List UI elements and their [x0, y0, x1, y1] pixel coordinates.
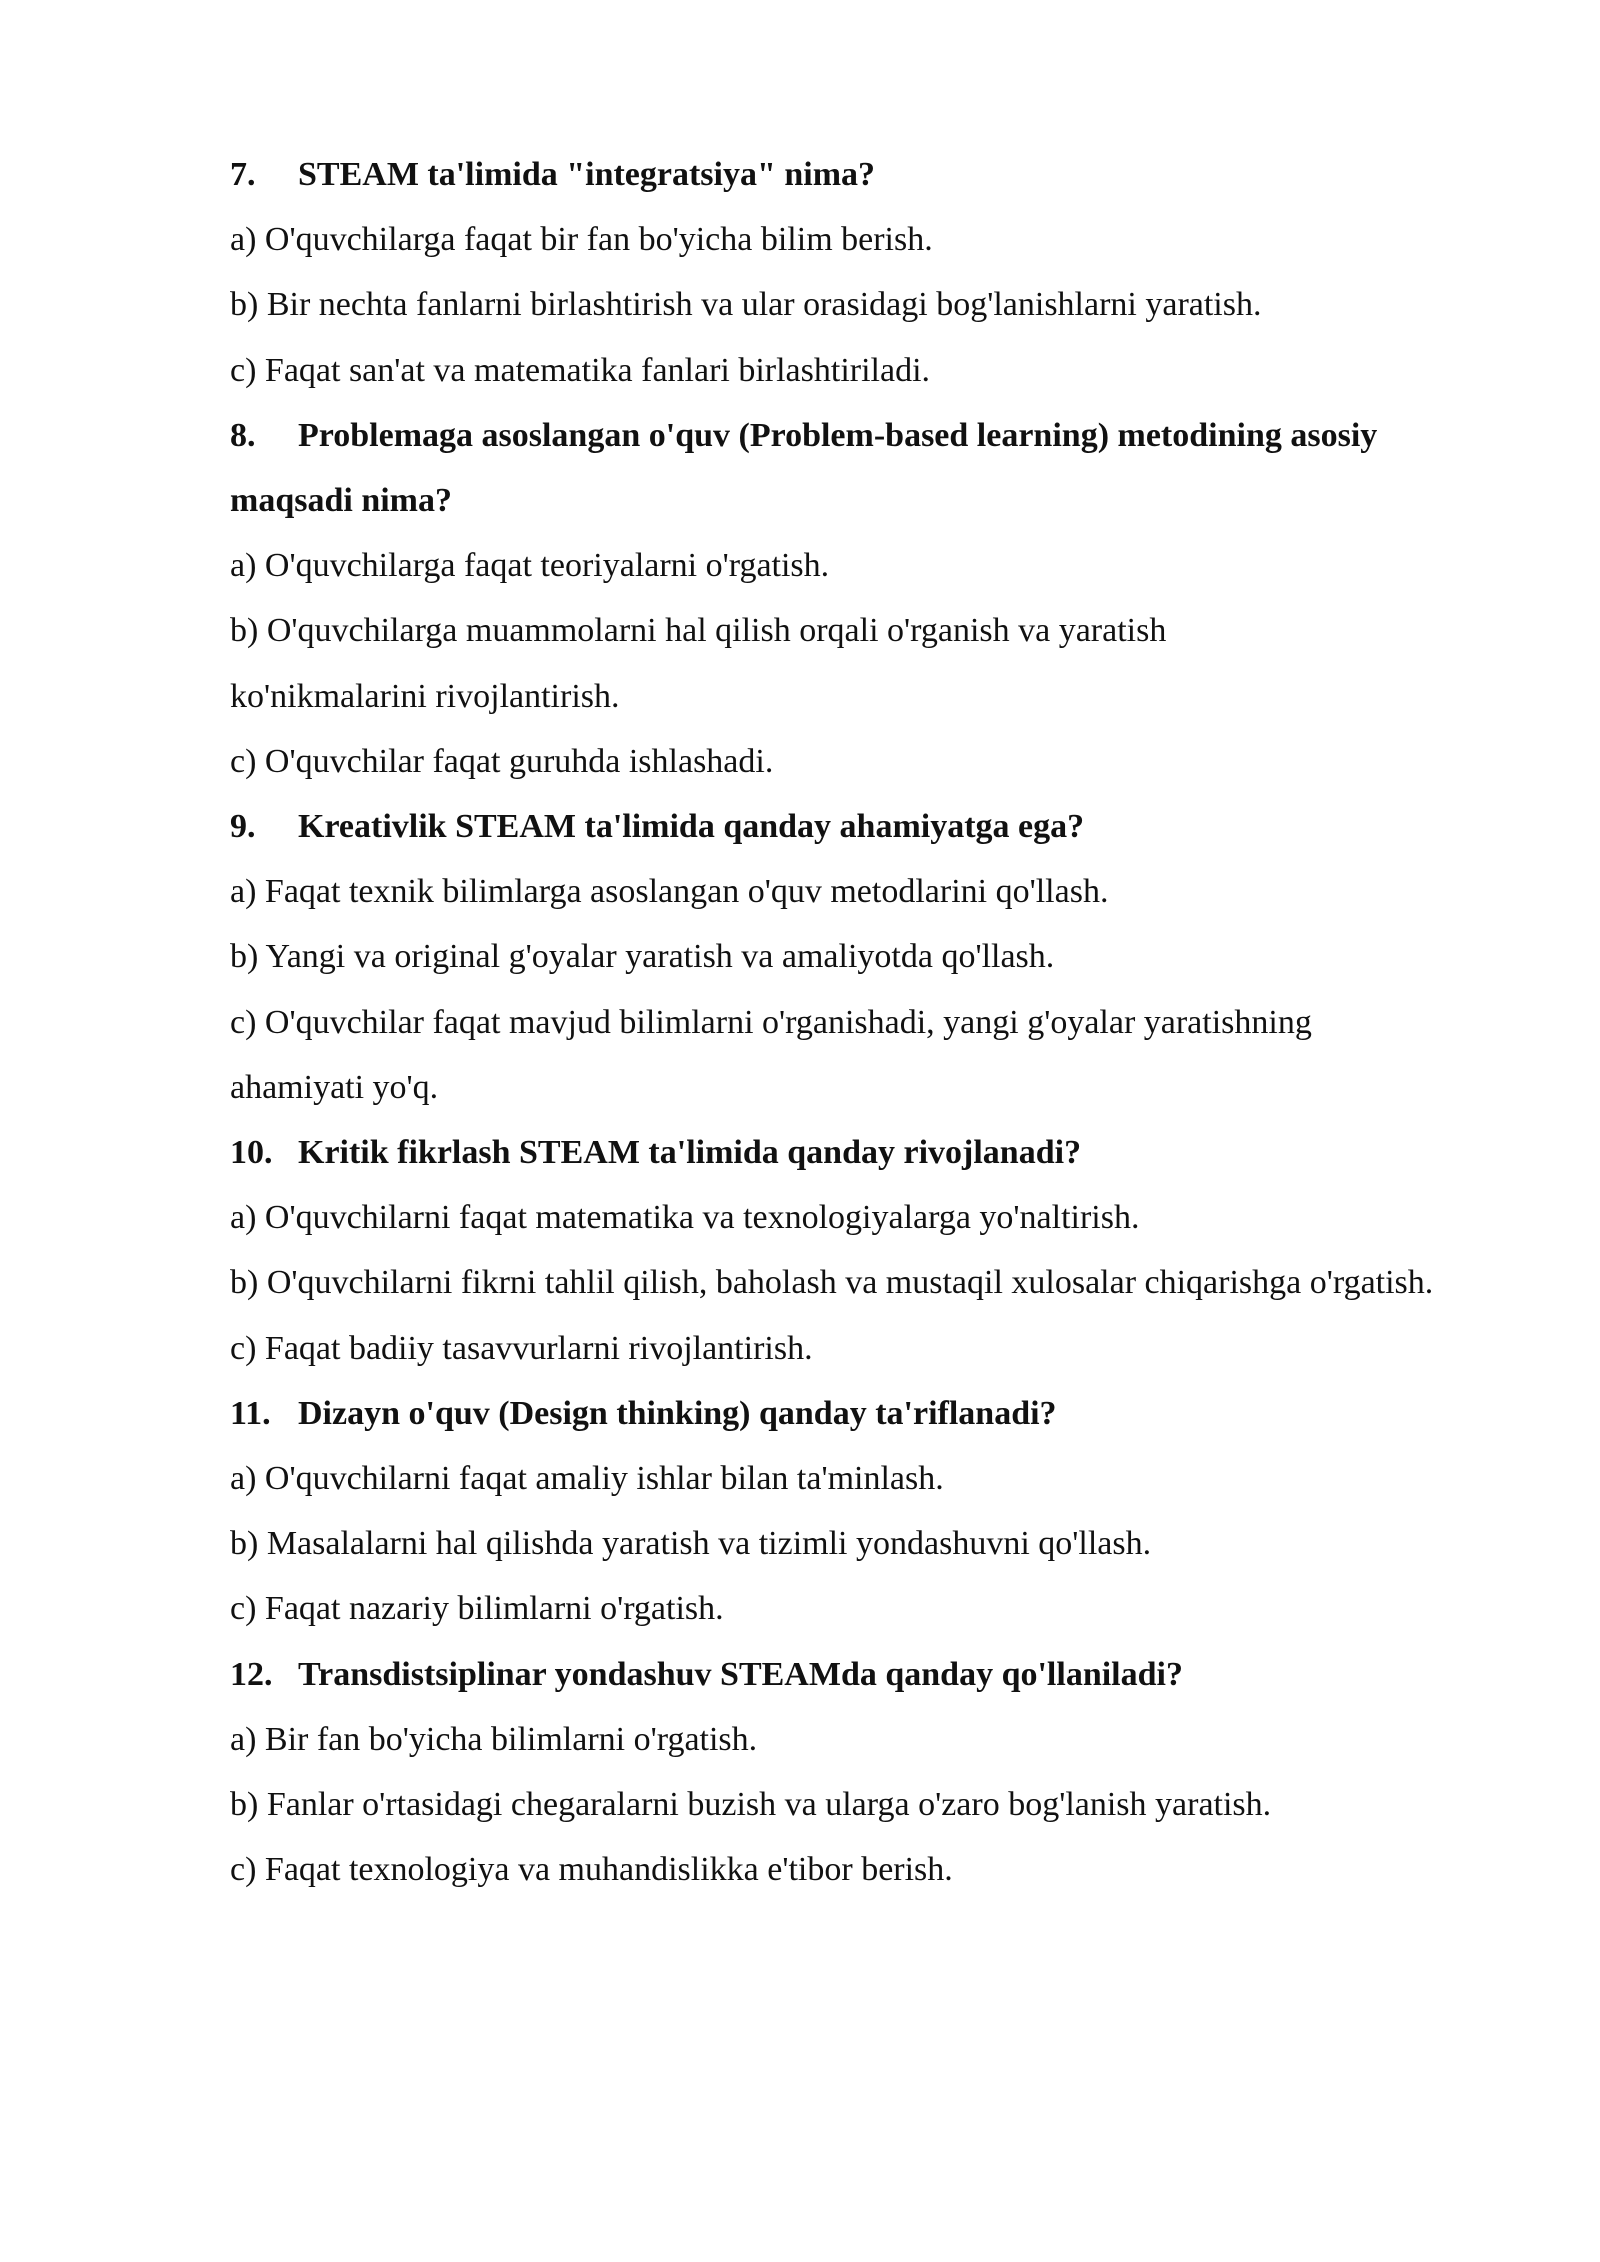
question-12-option-c: c) Faqat texnologiya va muhandislikka e'tibor berish.	[230, 1851, 953, 1889]
question-8-heading	[230, 403, 1450, 533]
question-12-option-a: a) Bir fan bo'yicha bilimlarni o'rgatish.	[230, 1720, 758, 1758]
question-11-heading	[230, 1381, 1450, 1446]
question-number: 12.	[230, 1655, 273, 1693]
question-text: Kritik fikrlash STEAM ta'limida qanday rivojlanadi?	[298, 1134, 1082, 1172]
question-number: 11.	[230, 1394, 271, 1432]
question-8-option-c: c) O'quvchilar faqat guruhda ishlashadi.	[230, 742, 774, 780]
question-10-option-c: c) Faqat badiiy tasavvurlarni rivojlantirish.	[230, 1329, 813, 1367]
question-9-heading	[230, 794, 1450, 859]
question-number: 7.	[230, 156, 256, 193]
question-text: Transdistsiplinar yondashuv STEAMda qanday qo'llaniladi?	[298, 1655, 1183, 1693]
question-10-option-a: a) O'quvchilarni faqat matematika va texnologiyalarga yo'naltirish.	[230, 1199, 1140, 1237]
question-8-option-a: a) O'quvchilarga faqat teoriyalarni o'rgatish.	[230, 547, 830, 585]
question-7-heading	[230, 142, 1450, 207]
question-7-option-b: b) Bir nechta fanlarni birlashtirish va ular orasidagi bog'lanishlarni yaratish.	[230, 286, 1262, 324]
question-text: STEAM ta'limida "integratsiya" nima?	[298, 156, 876, 193]
question-11-option-a: a) O'quvchilarni faqat amaliy ishlar bilan ta'minlash.	[230, 1460, 944, 1498]
question-number: 9.	[230, 808, 256, 846]
question-11-option-c: c) Faqat nazariy bilimlarni o'rgatish.	[230, 1590, 724, 1628]
question-7-option-a: a) O'quvchilarga faqat bir fan bo'yicha bilim berish.	[230, 221, 933, 259]
question-9-option-b: b) Yangi va original g'oyalar yaratish va amaliyotda qo'llash.	[230, 938, 1055, 976]
question-text: Kreativlik STEAM ta'limida qanday ahamiyatga ega?	[298, 808, 1085, 846]
question-12-heading	[230, 1642, 1450, 1707]
question-10-heading	[230, 1120, 1450, 1185]
question-8-option-b: b) O'quvchilarga muammolarni hal qilish orqali o'rganish va yaratish ko'nikmalarini rivojlantirish.	[230, 612, 1167, 715]
question-10-option-b: b) O'quvchilarni fikrni tahlil qilish, baholash va mustaqil xulosalar chiqarishga o'rgatish.	[230, 1264, 1434, 1302]
question-number: 8.	[230, 416, 256, 454]
question-9-option-c: c) O'quvchilar faqat mavjud bilimlarni o'rganishadi, yangi g'oyalar yaratishning ahamiyati yo'q.	[230, 1003, 1312, 1106]
question-text: Dizayn o'quv (Design thinking) qanday ta'riflanadi?	[298, 1394, 1057, 1432]
question-11-option-b: b) Masalalarni hal qilishda yaratish va tizimli yondashuvni qo'llash.	[230, 1525, 1152, 1563]
question-9-option-a: a) Faqat texnik bilimlarga asoslangan o'quv metodlarini qo'llash.	[230, 873, 1109, 911]
question-7-option-c: c) Faqat san'at va matematika fanlari birlashtiriladi.	[230, 351, 931, 389]
quiz-content	[230, 142, 1450, 1902]
question-12-option-b: b) Fanlar o'rtasidagi chegaralarni buzish va ularga o'zaro bog'lanish yaratish.	[230, 1786, 1272, 1824]
question-number: 10.	[230, 1134, 273, 1172]
question-text: Problemaga asoslangan o'quv (Problem-based learning) metodining asosiy maqsadi nima?	[230, 416, 1378, 520]
